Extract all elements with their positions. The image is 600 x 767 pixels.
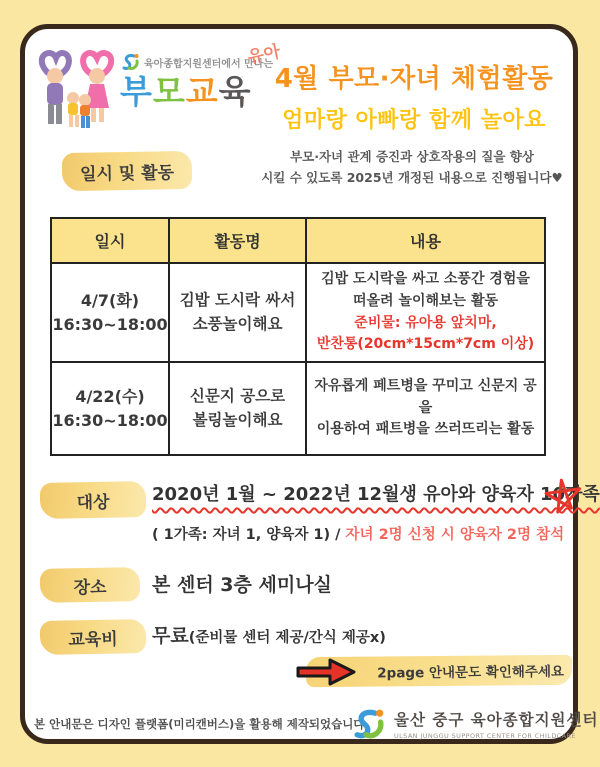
logo-char-4: 육 xyxy=(218,72,252,111)
logo-char-2: 모 xyxy=(152,72,186,111)
footer-org-block xyxy=(394,708,598,740)
row2-desc-line2: 이용하여 패트병을 쓰러뜨리는 활동 xyxy=(316,421,535,438)
target-line1-text: 2020년 1월 ~ 2022년 12월생 유아와 양육자 10가족 xyxy=(152,484,600,505)
table-row xyxy=(51,362,545,455)
row1-activity-cell xyxy=(169,263,306,362)
row1-activity-line2: 소풍놀이해요 xyxy=(192,314,283,333)
row2-desc-line1: 자유롭게 페트병을 꾸미고 신문지 공을 xyxy=(314,377,537,416)
fee-detail: (준비물 센터 제공/간식 제공x) xyxy=(188,630,386,646)
header-titles xyxy=(253,58,575,134)
row1-desc-line2: 떠올려 놀이해보는 활동 xyxy=(353,292,498,309)
target-line2-red: 자녀 2명 신청 시 양육자 2명 참석 xyxy=(345,527,565,543)
family-illustration-icon xyxy=(30,46,122,130)
table-header-date: 일시 xyxy=(51,218,169,263)
schedule-table xyxy=(50,217,546,456)
logo-char-3: 교 xyxy=(185,72,219,111)
star-doodle-icon xyxy=(540,474,588,523)
table-row xyxy=(51,263,545,362)
footer-credit: 본 안내문은 디자인 플랫폼(미리캔버스)을 활용해 제작되었습니다. xyxy=(34,717,369,731)
row1-desc-line1: 김밥 도시락을 싸고 소풍간 경험을 xyxy=(321,271,530,288)
fee-main: 무료 xyxy=(152,625,189,647)
sc-logo-icon xyxy=(120,52,140,72)
row1-note-line1: 준비물: 유아용 앞치마, xyxy=(354,314,497,331)
intro-line-1: 부모·자녀 관계 증진과 상호작용의 질을 향상 xyxy=(290,149,534,164)
target-line1 xyxy=(152,480,600,506)
row2-date-cell xyxy=(51,362,169,455)
row1-note-line2: 반찬통(20cm*15cm*7cm 이상) xyxy=(316,336,535,353)
place-text: 본 센터 3층 세미나실 xyxy=(152,574,332,596)
section-label-place xyxy=(40,567,141,603)
logo-title xyxy=(120,72,273,111)
row2-content-cell xyxy=(306,362,545,455)
target-line2 xyxy=(152,523,564,544)
table-header-content: 내용 xyxy=(306,218,545,263)
section-label-target xyxy=(40,481,147,519)
page-subtitle: 엄마랑 아빠랑 함께 놀아요 xyxy=(282,108,546,133)
section-label-target-text: 대상 xyxy=(76,492,110,513)
row1-time: 16:30~18:00 xyxy=(52,314,168,334)
logo-small-text: 육아종합지원센터에서 만나는 xyxy=(144,58,274,70)
intro-text xyxy=(246,146,578,189)
intro-line-2: 시킬 수 있도록 2025년 개정된 내용으로 진행됩니다♥ xyxy=(261,170,563,186)
footer-org-name: 울산 중구 육아종합지원센터 xyxy=(394,711,599,729)
section-label-schedule xyxy=(62,151,193,191)
row1-activity-line1: 김밥 도시락 싸서 xyxy=(179,291,296,310)
fee-text xyxy=(152,621,386,648)
page-title: 4월 부모·자녀 체험활동 xyxy=(274,64,554,94)
section-label-place-text: 장소 xyxy=(73,577,107,598)
section-label-fee xyxy=(40,619,147,655)
row1-date: 4/7(화) xyxy=(80,290,140,310)
table-header-row xyxy=(51,218,545,263)
red-arrow-icon xyxy=(294,657,358,687)
row2-date: 4/22(수) xyxy=(75,386,145,406)
footer-org-en: ULSAN JUNGGU SUPPORT CENTER FOR CHILDCARE xyxy=(394,732,576,740)
row1-content-cell xyxy=(306,263,545,362)
row2-activity-cell xyxy=(169,362,306,455)
target-line2-black: ( 1가족: 자녀 1, 양육자 1) / xyxy=(152,527,341,543)
logo-char-1: 부 xyxy=(120,72,153,111)
age-badge: 유아 xyxy=(245,41,283,69)
sc-logo-icon xyxy=(346,706,390,742)
table-header-activity: 활동명 xyxy=(169,218,306,263)
row2-activity-line1: 신문지 공으로 xyxy=(189,387,286,406)
notice-text: 2page 안내문도 확인해주세요 xyxy=(377,663,565,682)
section-label-fee-text: 교육비 xyxy=(68,629,118,650)
row1-date-cell xyxy=(51,263,169,362)
row2-time: 16:30~18:00 xyxy=(52,410,168,430)
section-label-schedule-text: 일시 및 활동 xyxy=(79,162,175,185)
row2-activity-line2: 볼링놀이해요 xyxy=(192,410,283,429)
